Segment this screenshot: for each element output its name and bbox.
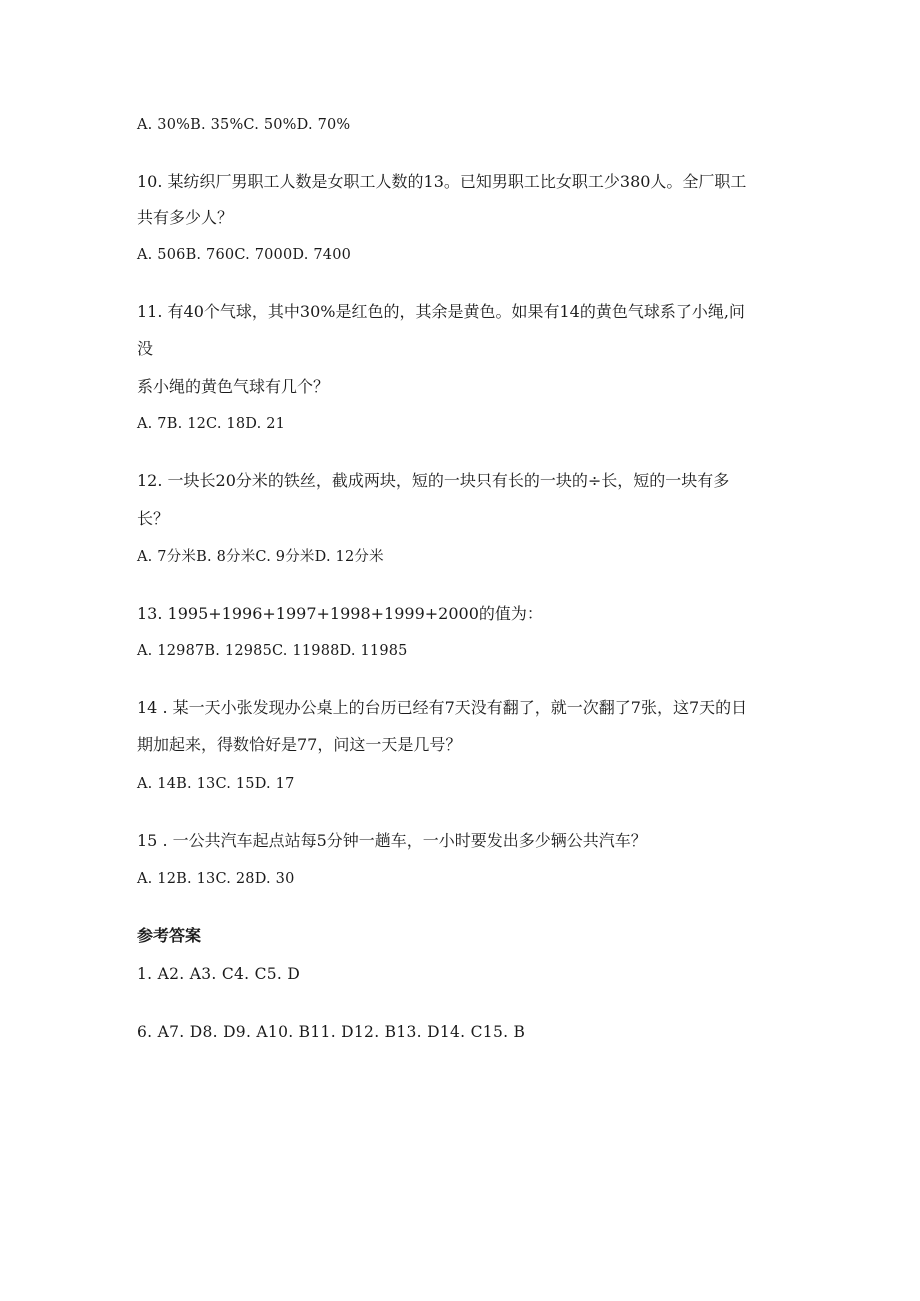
q12-text-line1: 12. 一块长20分米的铁丝，截成两块，短的一块只有长的一块的÷长，短的一块有多: [137, 471, 730, 490]
q10-options: A. 506B. 760C. 7000D. 7400: [137, 247, 352, 263]
q12-options: A. 7分米B. 8分米C. 9分米D. 12分米: [137, 549, 384, 565]
q10-text-line2: 共有多少人？: [137, 208, 234, 227]
q14-text-line2: 期加起来，得数恰好是77，问这一天是几号？: [137, 735, 462, 754]
q15-text-line1: 15 . 一公共汽车起点站每5分钟一趟车，一小时要发出多少辆公共汽车？: [137, 831, 647, 850]
q11-text-line2: 没: [137, 339, 154, 358]
q12-text-line2: 长？: [137, 509, 170, 528]
q9-options: A. 30%B. 35%C. 50%D. 70%: [137, 117, 351, 133]
q10-text-line1: 10. 某纺织厂男职工人数是女职工人数的13。已知男职工比女职工少380人。全厂职工: [137, 172, 747, 191]
q11-text-line1: 11. 有40个气球，其中30%是红色的，其余是黄色。如果有14的黄色气球系了小绳,问: [137, 302, 745, 321]
q11-text-line3: 系小绳的黄色气球有几个？: [137, 377, 330, 396]
q13-text-line1: 13. 1995+1996+1997+1998+1999+2000的值为：: [137, 604, 543, 623]
q13-options: A. 12987B. 12985C. 11988D. 11985: [137, 643, 408, 659]
answers-line1: 1. A2. A3. C4. C5. D: [137, 965, 301, 983]
q11-options: A. 7B. 12C. 18D. 21: [137, 416, 286, 432]
q15-options: A. 12B. 13C. 28D. 30: [137, 871, 295, 887]
answers-line2: 6. A7. D8. D9. A10. B11. D12. B13. D14. C15. B: [137, 1023, 526, 1041]
q14-options: A. 14B. 13C. 15D. 17: [137, 776, 295, 792]
answers-heading: 参考答案: [137, 926, 202, 945]
q14-text-line1: 14 . 某一天小张发现办公桌上的台历已经有7天没有翻了，就一次翻了7张，这7天的日: [137, 698, 748, 717]
